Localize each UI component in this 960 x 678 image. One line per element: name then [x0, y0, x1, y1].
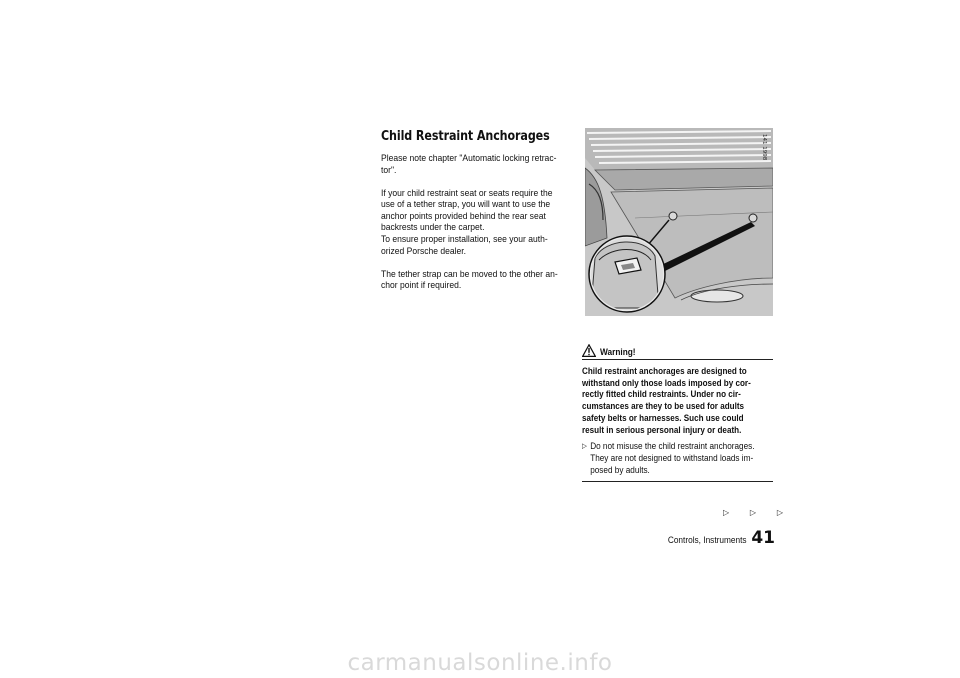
continue-indicator [723, 508, 783, 517]
text-line: result in serious personal injury or death. [582, 424, 742, 435]
text-line: anchor points provided behind the rear seat [381, 210, 546, 221]
text-column [381, 129, 574, 303]
warning-header [582, 344, 773, 360]
text-line: withstand only those loads imposed by cor- [582, 377, 751, 388]
text-line: If your child restraint seat or seats require the [381, 187, 553, 198]
text-line: rectly fitted child restraints. Under no cir- [582, 389, 741, 400]
bullet-arrow-icon: ▷ [582, 443, 587, 451]
text-line: posed by adults. [590, 464, 650, 475]
warning-triangle-icon [582, 344, 596, 357]
text-line: cumstances are they to be used for adults [582, 401, 745, 412]
anchorage-illustration [585, 128, 773, 316]
warning-text [582, 366, 773, 436]
warning-heading: Warning! [600, 347, 636, 357]
continue-arrow-icon: ▷ [776, 508, 783, 517]
paragraph-tether [381, 188, 574, 258]
text-line: Please note chapter "Automatic locking retrac- [381, 153, 557, 163]
watermark: carmanualsonline.info [347, 650, 613, 676]
text-line: Child restraint anchorages are designed to [582, 366, 747, 376]
paragraph-move [381, 269, 574, 292]
text-line: chor point if required. [381, 280, 462, 291]
text-line: tor". [381, 164, 397, 175]
text-line: safety belts or harnesses. Such use could [582, 412, 744, 423]
warning-bottom-rule [582, 481, 773, 482]
text-line: To ensure proper installation, see your auth- [381, 234, 548, 245]
figure-code: 141 1998 [761, 134, 767, 161]
text-line: orized Porsche dealer. [381, 245, 467, 256]
text-line: Do not misuse the child restraint anchorages. [590, 441, 755, 452]
text-line: The tether strap can be moved to the other an- [381, 268, 558, 279]
warning-box [582, 344, 773, 476]
section-title: Child Restraint Anchorages [381, 129, 550, 144]
text-line: backrests under the carpet. [381, 222, 485, 233]
page-footer [660, 528, 775, 548]
page-number: 41 [751, 528, 775, 548]
footer-section-name: Controls, Instruments [667, 535, 747, 545]
paragraph-note [381, 153, 574, 176]
text-line: They are not designed to withstand loads im- [590, 452, 754, 463]
warning-bullet [582, 441, 773, 476]
continue-arrow-icon: ▷ [723, 508, 730, 517]
anchorage-drawing [585, 128, 773, 316]
text-line: use of a tether strap, you will want to use the [381, 199, 551, 210]
continue-arrow-icon: ▷ [749, 508, 757, 517]
